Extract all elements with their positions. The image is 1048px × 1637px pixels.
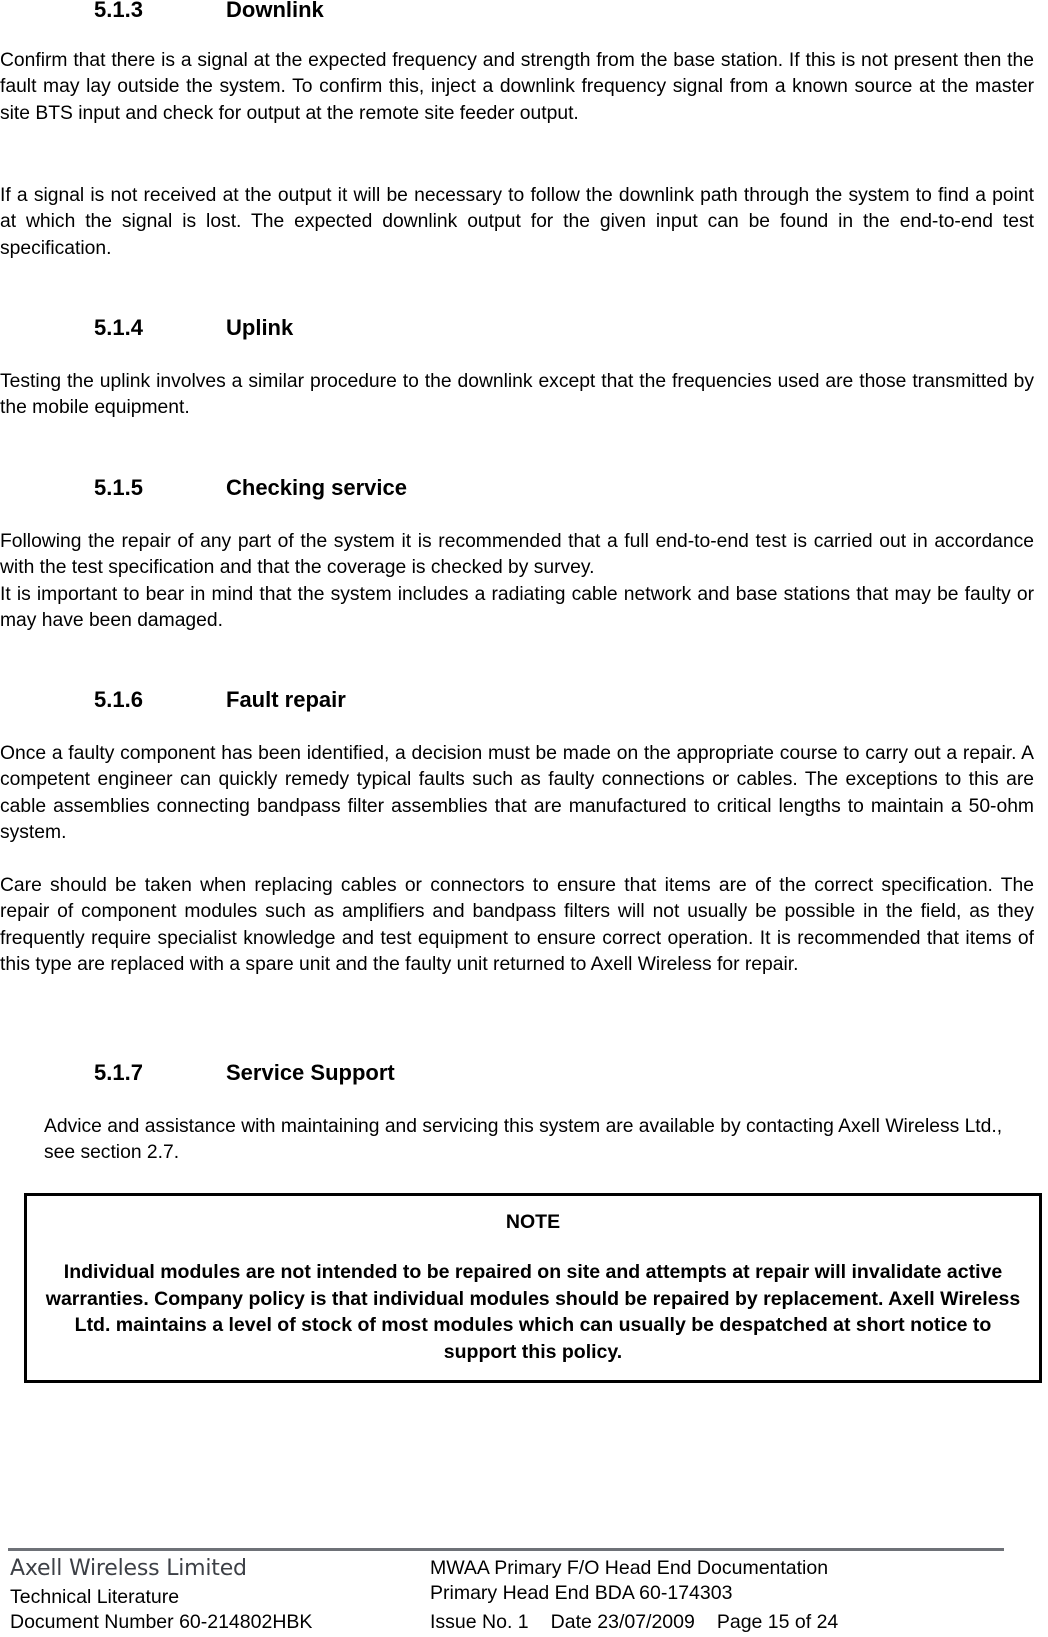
footer-doc-subtitle: Primary Head End BDA 60-174303 [430,1582,733,1604]
section-heading-uplink [94,315,293,341]
paragraph: It is important to bear in mind that the system includes a radiating cable network and base stations that may be faulty or may have been damaged. [0,584,1034,632]
footer-page: Page 15 of 24 [716,1611,839,1633]
footer-doc-number: Document Number 60-214802HBK [10,1611,313,1633]
company-name: Axell Wireless Limited [10,1556,247,1581]
paragraph: Advice and assistance with maintaining and servicing this system are available by contacting Axell Wireless Ltd., see section 2.7. [44,1116,1003,1164]
section-heading-checking-service [94,475,407,501]
section-heading-fault-repair [94,687,346,713]
footer-date: Date 23/07/2009 [550,1611,695,1633]
section-title: Uplink [226,315,294,340]
footer-divider [8,1548,1004,1551]
footer-category: Technical Literature [10,1586,180,1608]
footer-doc-title: MWAA Primary F/O Head End Documentation [430,1557,829,1579]
footer-issue: Issue No. 1 [430,1611,529,1633]
section-number: 5.1.6 [94,687,143,712]
note-title: NOTE [505,1211,561,1233]
paragraph: If a signal is not received at the output it will be necessary to follow the downlink path through the system to find a point at which the signal is lost. The expected downlink output for the given input can be found in the end-to-end test specification. [0,185,1034,259]
section-title: Service Support [226,1060,395,1085]
paragraph: Testing the uplink involves a similar procedure to the downlink except that the frequencies used are those transmitted by the mobile equipment. [0,371,1034,419]
section-number: 5.1.7 [94,1060,143,1085]
section-title: Fault repair [226,687,346,712]
note-text: Individual modules are not intended to be repaired on site and attempts at repair will invalidate active warranties. Company policy is that individual modules should be repaired by replacement. Axell Wireless Ltd. maintains a level of stock of most modules which can usually be despatched at short notice to support this policy. [45,1261,1021,1363]
note-box [24,1193,1042,1383]
section-heading-service-support [94,1060,395,1086]
section-heading-downlink [94,0,324,23]
section-title: Downlink [226,0,324,22]
paragraph: Following the repair of any part of the system it is recommended that a full end-to-end test is carried out in accordance with the test specification and that the coverage is checked by survey. [0,531,1034,579]
section-title: Checking service [226,475,407,500]
section-number: 5.1.5 [94,475,143,500]
section-number: 5.1.4 [94,315,143,340]
paragraph: Confirm that there is a signal at the expected frequency and strength from the base station. If this is not present then the fault may lay outside the system. To confirm this, inject a downlink frequency signal from a known source at the master site BTS input and check for output at the remote site feeder output. [0,50,1034,124]
section-number: 5.1.3 [94,0,143,22]
footer-issue-line [430,1609,838,1635]
paragraph: Care should be taken when replacing cables or connectors to ensure that items are of the correct specification. The repair of component modules such as amplifiers and bandpass filters will not usually be possible in the field, as they frequently require specialist knowledge and test equipment to ensure correct operation. It is recommended that items of this type are replaced with a spare unit and the faulty unit returned to Axell Wireless for repair. [0,875,1034,976]
paragraph: Once a faulty component has been identified, a decision must be made on the appropriate course to carry out a repair. A competent engineer can quickly remedy typical faults such as faulty connections or cables. The exceptions to this are cable assemblies connecting bandpass filter assemblies that are manufactured to critical lengths to maintain a 50-ohm system. [0,743,1034,844]
